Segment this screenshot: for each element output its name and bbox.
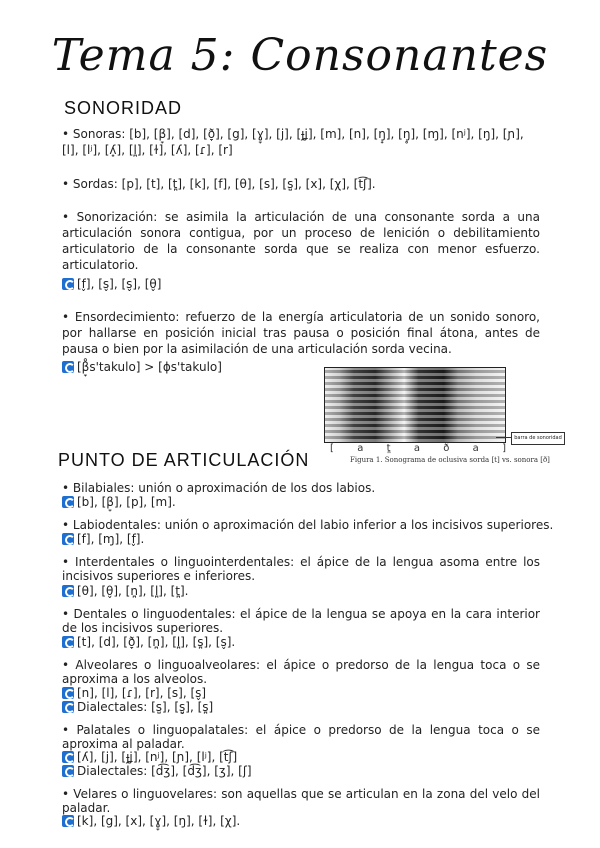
c-bullet-icon	[62, 751, 74, 763]
sonorizacion-example-text: [f̬], [s̬], [s̬], [θ̬]	[77, 277, 162, 291]
bilabiales-example	[62, 494, 176, 510]
c-bullet-icon	[62, 636, 74, 648]
phone-label: [	[330, 443, 334, 454]
dentales-example-text: [t], [d], [ð̞], [n̪], [l̪], [s̪], [s̬].	[77, 635, 236, 649]
figure-caption: Figura 1. Sonograma de oclusiva sorda [t] vs. sonora [ð]	[350, 456, 550, 464]
palatales-example-2-text: Dialectales: [d͡ʒ], [d͡ʒ], [ʒ], [ʃ]	[77, 764, 252, 778]
section-heading-punto: PUNTO DE ARTICULACIÓN	[58, 450, 310, 470]
bilabiales-example-text: [b], [β̞], [p], [m].	[77, 495, 176, 509]
c-bullet-icon	[62, 701, 74, 713]
palatales-example-1-text: [ʎ], [j], [ɟʝ], [nʲ], [ɲ], [lʲ], [t͡ʃ]	[77, 750, 238, 764]
dentales-example	[62, 634, 235, 650]
palatales-example-2	[62, 763, 252, 779]
c-bullet-icon	[62, 585, 74, 597]
c-bullet-icon	[62, 765, 74, 777]
c-bullet-icon	[62, 533, 74, 545]
phone-label: t̪	[386, 443, 391, 454]
c-bullet-icon	[62, 361, 74, 373]
sonoras-line-1: • Sonoras: [b], [β̞], [d], [ð̞], [g], [ɣ̞], [j], [ɟʝ], [m], [n], [ŋ̟], [ŋ̥], [ɱ], [nʲ], [ŋ], [ɲ],	[62, 127, 524, 141]
phone-label: ð	[443, 443, 450, 454]
alveolares-example-2	[62, 699, 213, 715]
velares-example-text: [k], [g], [x], [ɣ̞], [ŋ], [ɫ], [χ].	[77, 814, 241, 828]
phone-label: a	[472, 443, 479, 454]
sordas-line: • Sordas: [p], [t], [t̪], [k], [f], [θ], [s], [s̺], [x], [χ], [t͡ʃ].	[62, 177, 376, 191]
c-bullet-icon	[62, 278, 74, 290]
alveolares-example-1-text: [n], [l], [ɾ], [r], [s], [s̬]	[77, 686, 207, 700]
ensordecimiento-example-text: [β̞̊s'takulo] > [ɸs'takulo]	[77, 360, 222, 374]
ensordecimiento-text: • Ensordecimiento: refuerzo de la energía articulatoria de un sonido sonoro, por hallarse en posición inicial tras pausa o posición final átona, antes de pausa o bien por la asimilación de una articulación sorda vecina.	[62, 310, 540, 356]
velares-text: • Velares o linguovelares: son aquellas que se articulan en la zona del velo del paladar.	[62, 787, 540, 815]
spectrogram-phones	[330, 443, 506, 454]
phone-label: ]	[502, 443, 506, 454]
interdentales-text: • Interdentales o linguointerdentales: el ápice de la lengua asoma entre los incisivos superiores e inferiores.	[62, 555, 540, 583]
dentales-text: • Dentales o linguodentales: el ápice de la lengua se apoya en la cara interior de los incisivos superiores.	[62, 607, 540, 635]
sonority-bar-tag: barra de sonoridad	[511, 432, 565, 445]
labiodentales-example	[62, 531, 144, 547]
palatales-text: • Palatales o linguopalatales: el ápice o predorso de la lengua toca o se aproxima al paladar.	[62, 723, 540, 751]
velares-example	[62, 813, 240, 829]
c-bullet-icon	[62, 496, 74, 508]
c-bullet-icon	[62, 815, 74, 827]
sonoras-line-2: [l], [lʲ], [ʎ̟], [l̪], [ɫ], [ʎ], [ɾ], [r]	[62, 143, 233, 157]
c-bullet-icon	[62, 687, 74, 699]
spectrogram-image	[324, 367, 506, 443]
alveolares-example-2-text: Dialectales: [s̺], [s̺̬], [s̪]	[77, 700, 214, 714]
ensordecimiento-example	[62, 359, 222, 375]
bilabiales-text: • Bilabiales: unión o aproximación de los dos labios.	[62, 481, 376, 495]
section-heading-sonoridad: SONORIDAD	[64, 98, 183, 118]
interdentales-example-text: [θ], [θ̬], [n̪], [l̪], [t̪].	[77, 584, 189, 598]
phone-label: a	[413, 443, 420, 454]
phone-label: a	[357, 443, 364, 454]
alveolares-text: • Alveolares o linguoalveolares: el ápice o predorso de la lengua toca o se aproxima a los alveolos.	[62, 658, 540, 686]
labiodentales-text: • Labiodentales: unión o aproximación del labio inferior a los incisivos superiores.	[62, 518, 554, 532]
page-title: Tema 5: Consonantes	[51, 30, 549, 81]
tag-pointer	[496, 437, 511, 438]
sonorizacion-example	[62, 276, 161, 292]
interdentales-example	[62, 583, 188, 599]
labiodentales-example-text: [f], [ɱ], [f̬].	[77, 532, 145, 546]
sonorizacion-text: • Sonorización: se asimila la articulación de una consonante sorda a una articulación sonora contigua, por un proceso de lenición o debilitamiento articulatorio de la consonante sorda que se realiza con menor esfuerzo. articulatorio.	[62, 210, 540, 272]
